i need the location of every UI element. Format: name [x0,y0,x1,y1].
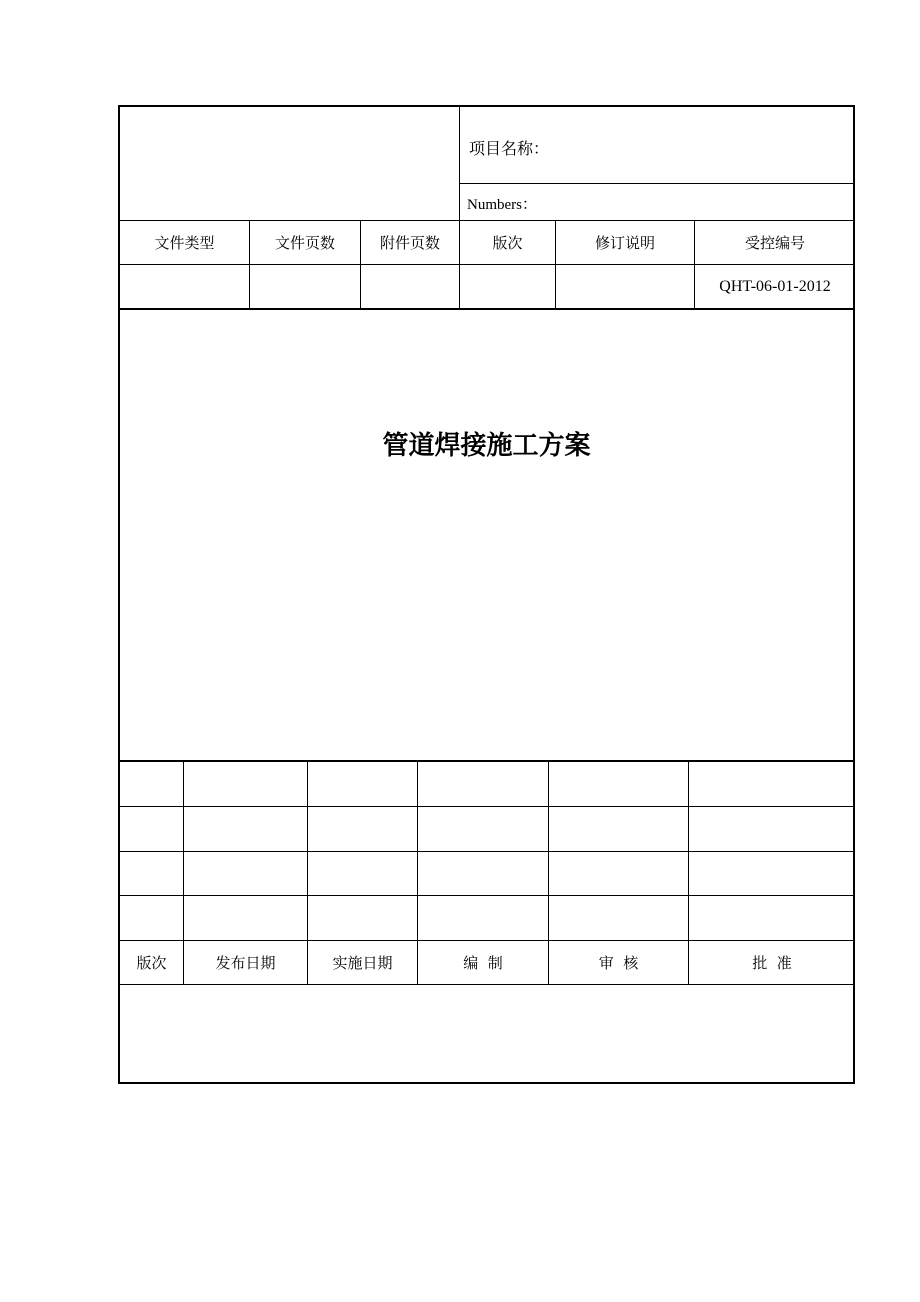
approval-table-top-line [120,760,855,762]
info-value-file-pages [250,265,360,308]
approval-row-line-5 [120,984,855,985]
numbers-label: Numbers： [467,196,537,213]
approval-row-line-2 [120,851,855,852]
info-header-control-number: 受控编号 [744,234,805,252]
approval-header-version: 版次 [136,954,167,972]
info-header-revision-note: 修订说明 [594,234,655,252]
approval-header-effective-date: 实施日期 [332,954,393,972]
info-value-control-number: QHT-06-01-2012 [719,277,831,295]
info-header-attachment-pages: 附件页数 [379,234,440,252]
approval-row-line-3 [120,895,855,896]
header-mid-line [459,183,855,184]
info-header-version: 版次 [492,234,523,252]
info-header-file-pages: 文件页数 [274,234,335,252]
header-divider [459,107,460,220]
info-value-version [460,265,555,308]
approval-header-release-date: 发布日期 [215,954,276,972]
approval-header-prepared: 编 制 [463,954,503,972]
approval-row-line-1 [120,806,855,807]
approval-header-approved: 批 准 [752,954,792,972]
approval-header-reviewed: 审 核 [598,954,639,972]
info-value-file-type [120,265,249,308]
document-cover-form [118,105,855,1084]
document-title: 管道焊接施工方案 [382,431,591,461]
info-table-bottom-line [120,308,855,310]
info-header-file-type: 文件类型 [154,234,215,252]
info-value-attachment-pages [361,265,459,308]
project-name-label: 项目名称： [469,138,550,158]
info-value-revision-note [556,265,694,308]
